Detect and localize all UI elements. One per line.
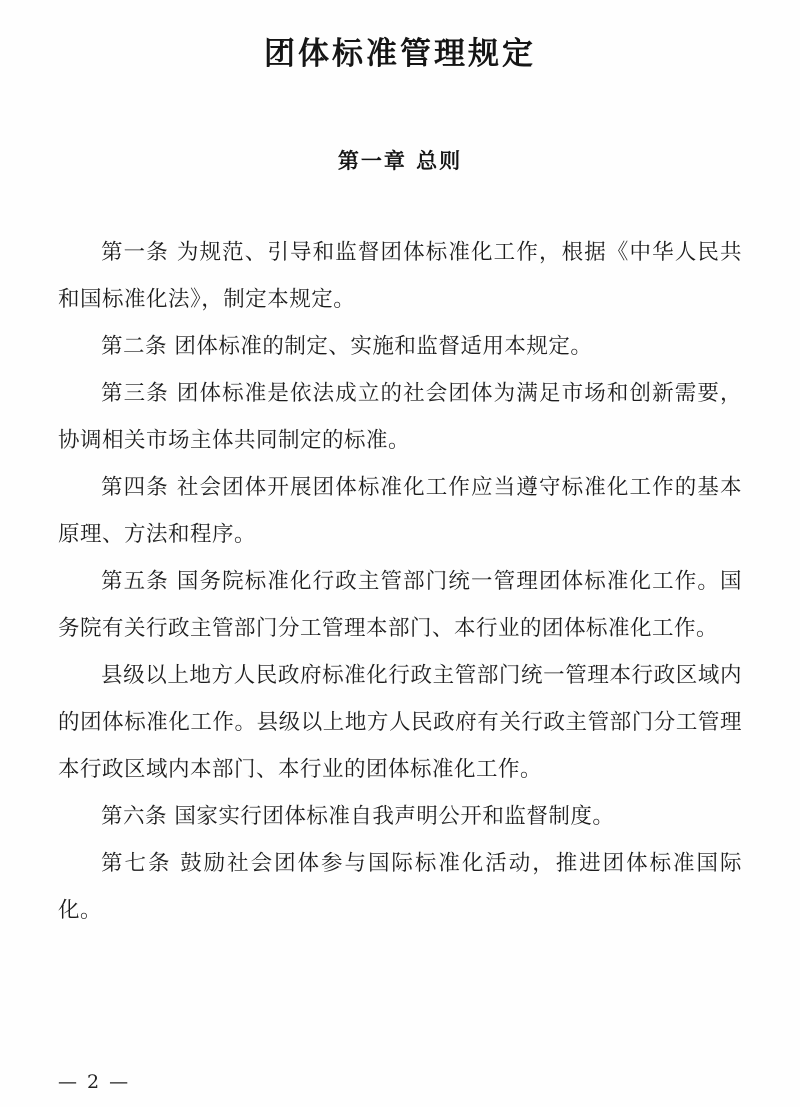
paragraph: 县级以上地方人民政府标准化行政主管部门统一管理本行政区域内的团体标准化工作。县级以上地方人民政府有关行政主管部门分工管理本行政区域内本部门、本行业的团体标准化工作。 (58, 663, 742, 782)
page-number: — 2 — (58, 1071, 131, 1093)
paragraph: 第四条 社会团体开展团体标准化工作应当遵守标准化工作的基本原理、方法和程序。 (58, 475, 742, 547)
paragraph: 第一条 为规范、引导和监督团体标准化工作，根据《中华人民共和国标准化法》，制定本规定。 (58, 240, 742, 312)
document-body (58, 229, 742, 934)
paragraph: 第五条 国务院标准化行政主管部门统一管理团体标准化工作。国务院有关行政主管部门分工管理本部门、本行业的团体标准化工作。 (58, 569, 742, 641)
paragraph: 第七条 鼓励社会团体参与国际标准化活动，推进团体标准国际化。 (58, 851, 742, 923)
paragraph: 第六条 国家实行团体标准自我声明公开和监督制度。 (101, 804, 615, 829)
page-title: 团体标准管理规定 (264, 36, 536, 72)
paragraph: 第二条 团体标准的制定、实施和监督适用本规定。 (101, 334, 593, 359)
paragraph: 第三条 团体标准是依法成立的社会团体为满足市场和创新需要，协调相关市场主体共同制定的标准。 (58, 381, 742, 453)
chapter-heading: 第一章 总则 (337, 149, 463, 173)
